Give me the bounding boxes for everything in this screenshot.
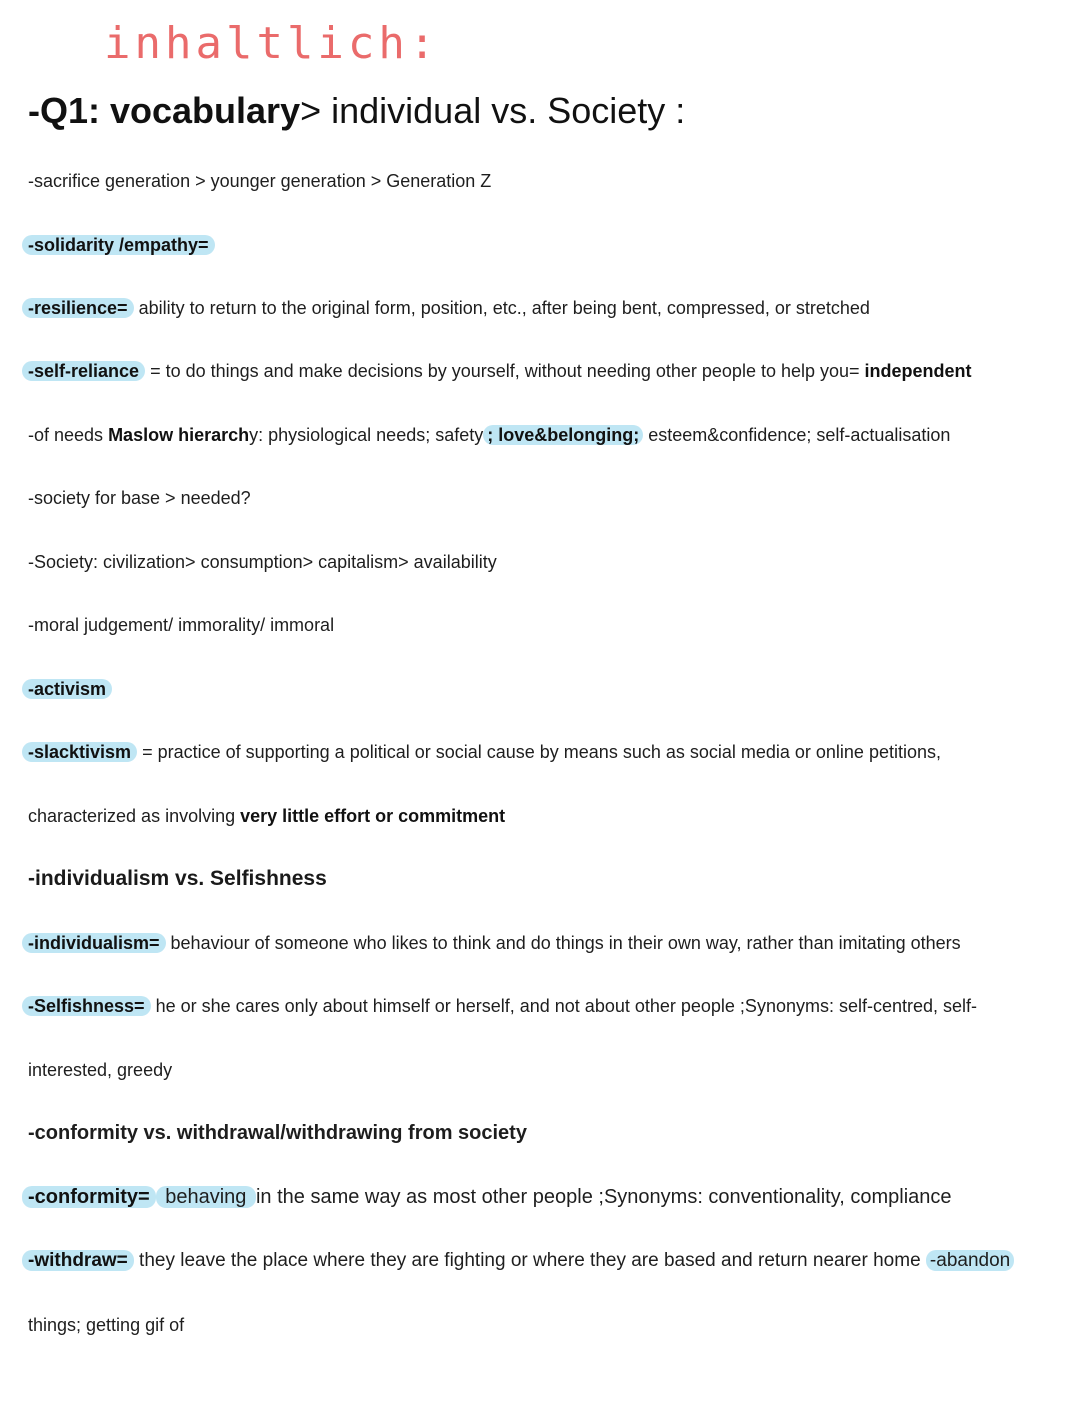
- line-selfishness-cont: interested, greedy: [28, 1060, 173, 1080]
- term-conformity: -conformity=: [22, 1186, 156, 1208]
- line-society-chain: -Society: civilization> consumption> capitalism> availability: [28, 552, 497, 572]
- term-individualism: -individualism=: [22, 933, 166, 953]
- def-selfishness: he or she cares only about himself or herself, and not about other people ;Synonyms: self-centred, self-: [150, 996, 978, 1016]
- title-bold: -Q1: vocabulary: [28, 90, 301, 131]
- section-heading-conformity: -conformity vs. withdrawal/withdrawing from society: [28, 1122, 527, 1144]
- line-withdraw: [28, 1250, 1014, 1272]
- line-resilience: [28, 298, 870, 319]
- term-activism: -activism: [22, 679, 112, 699]
- term-slacktivism: -slacktivism: [22, 742, 137, 762]
- line-moral: -moral judgement/ immorality/ immoral: [28, 615, 335, 635]
- line-activism: [28, 679, 112, 700]
- maslow-prefix: -of needs: [28, 425, 109, 445]
- hl-behaving: behaving: [156, 1186, 256, 1208]
- hl-love-belonging: ; love&belonging;: [483, 425, 643, 445]
- maslow-needs: y: physiological needs; safety: [249, 425, 484, 445]
- title-rest: > individual vs. Society :: [300, 90, 686, 131]
- def-resilience: ability to return to the original form, position, etc., after being bent, compressed, or stretched: [133, 298, 870, 318]
- maslow-end: esteem&confidence; self-actualisation: [643, 425, 951, 445]
- page-title: [28, 90, 685, 132]
- line-generations: -sacrifice generation > younger generation > Generation Z: [28, 171, 492, 191]
- section-heading-individualism: -individualism vs. Selfishness: [28, 867, 327, 890]
- line-maslow: [28, 425, 950, 446]
- slacktivism-cont-text: characterized as involving: [28, 806, 241, 826]
- def-withdraw: they leave the place where they are fighting or where they are based and return nearer home: [133, 1250, 926, 1271]
- line-slacktivism: [28, 742, 941, 763]
- bold-little-effort: very little effort or commitment: [240, 806, 506, 826]
- line-slacktivism-cont: [28, 806, 505, 827]
- bold-maslow: Maslow hierarch: [108, 425, 250, 445]
- term-selfishness: -Selfishness=: [22, 996, 151, 1016]
- term-solidarity: -solidarity /empathy=: [22, 235, 215, 255]
- line-society-base: -society for base > needed?: [28, 488, 251, 508]
- line-withdraw-cont: things; getting gif of: [28, 1315, 185, 1335]
- line-conformity: [28, 1186, 952, 1209]
- term-resilience: -resilience=: [22, 298, 134, 318]
- handwritten-heading: inhaltlich:: [104, 18, 440, 69]
- hl-abandon: -abandon: [926, 1250, 1014, 1271]
- term-withdraw: -withdraw=: [22, 1250, 134, 1271]
- line-individualism: [28, 933, 961, 954]
- def-slacktivism: = practice of supporting a political or social cause by means such as social media or online petitions,: [137, 742, 941, 762]
- def-conformity: in the same way as most other people ;Synonyms: conventionality, compliance: [255, 1186, 952, 1208]
- line-solidarity: [28, 235, 215, 256]
- def-individualism: behaviour of someone who likes to think and do things in their own way, rather than imitating others: [165, 933, 961, 953]
- term-self-reliance: -self-reliance: [22, 361, 145, 381]
- line-self-reliance: [28, 361, 972, 382]
- bold-independent: independent: [864, 361, 972, 381]
- line-selfishness: [28, 996, 977, 1017]
- def-self-reliance: = to do things and make decisions by yourself, without needing other people to help you=: [145, 361, 865, 381]
